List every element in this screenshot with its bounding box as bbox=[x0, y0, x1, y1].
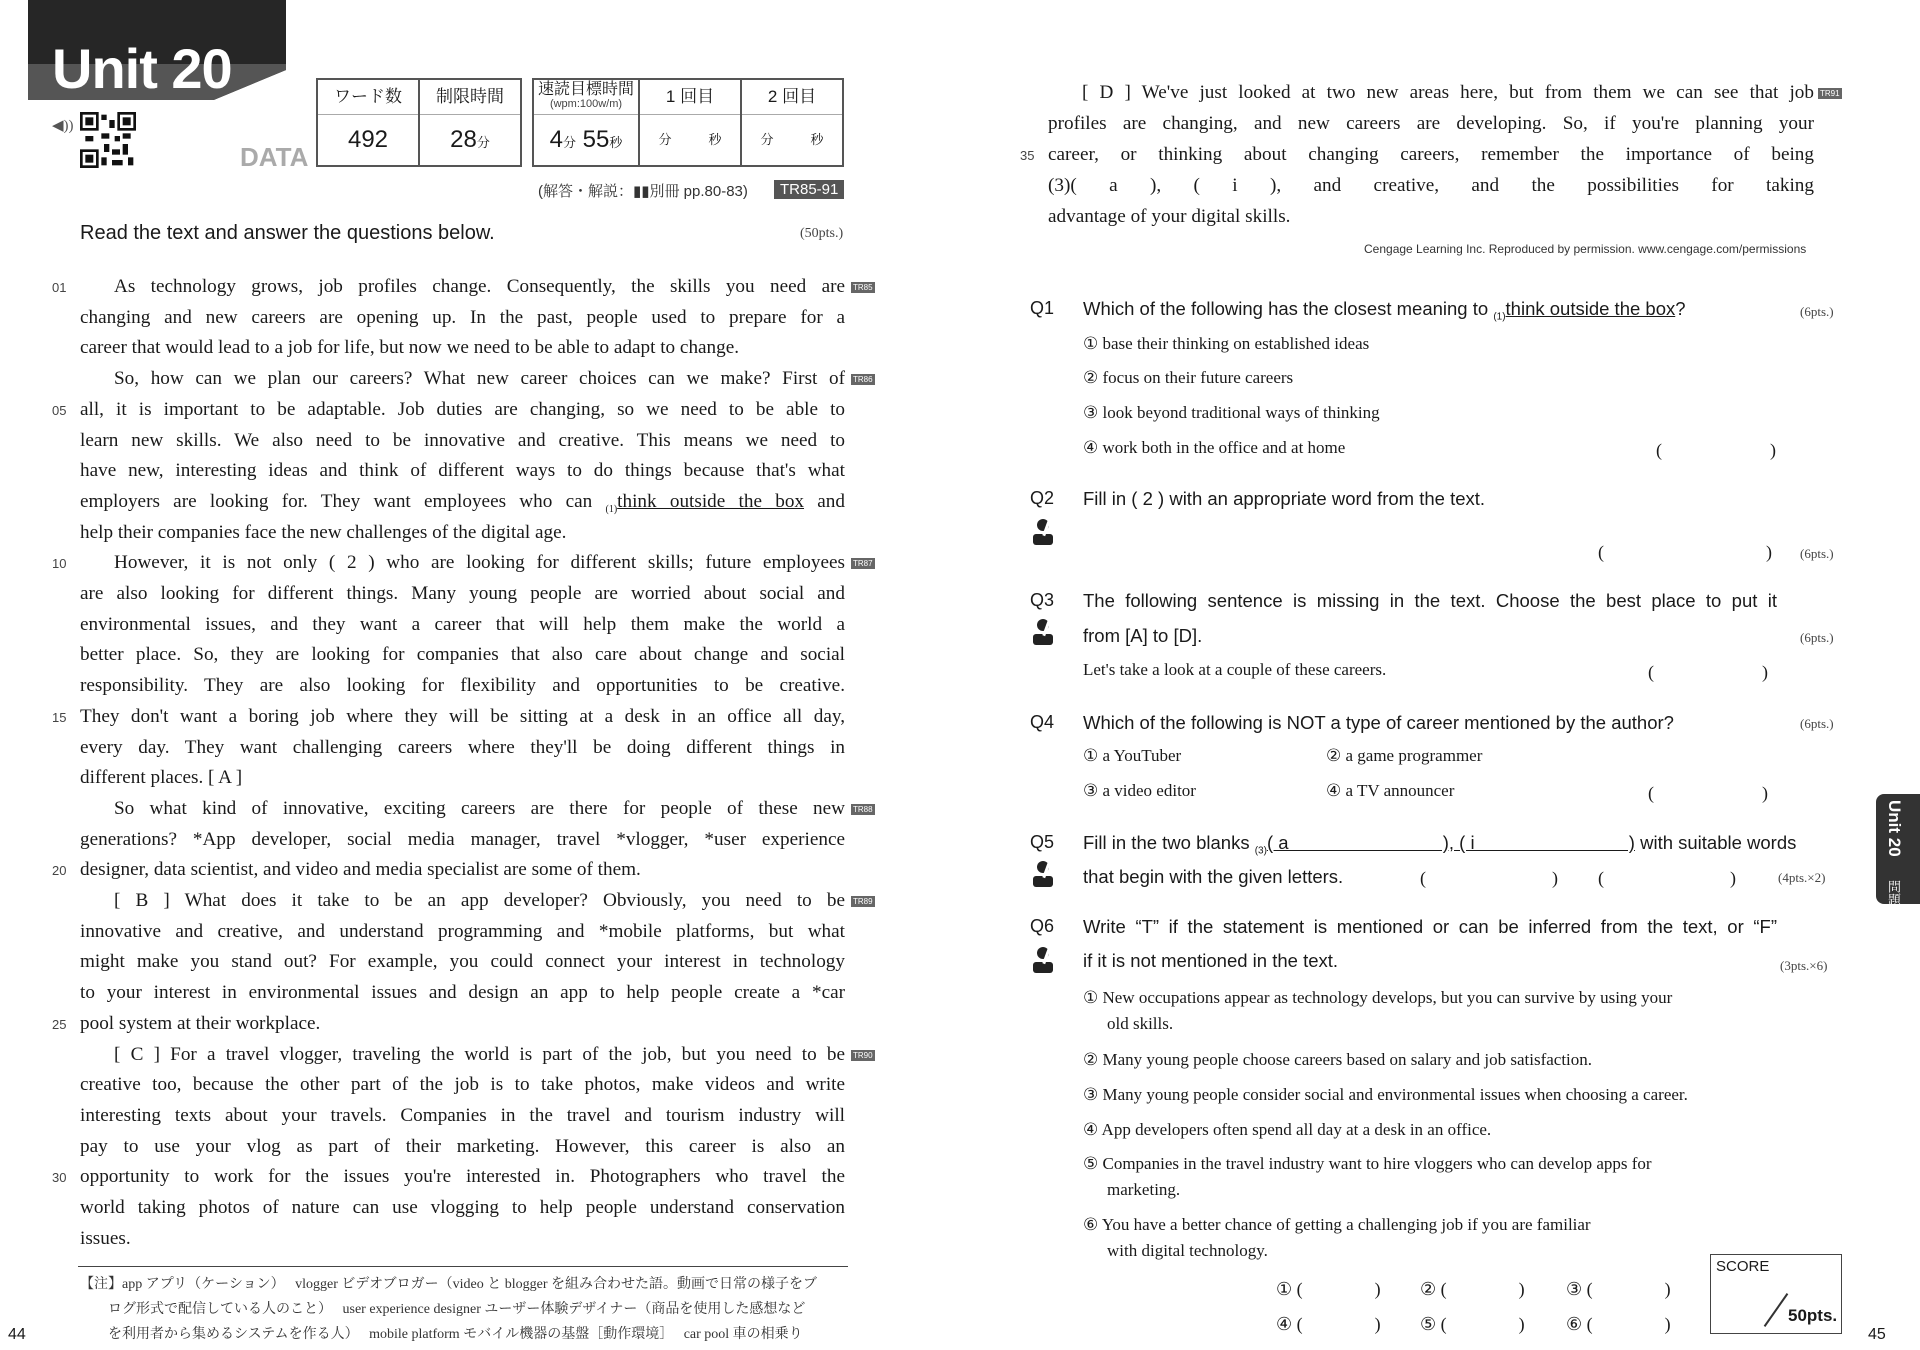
target-time-subheader: (wpm:100w/m) bbox=[534, 98, 638, 115]
passage-line: So, how can we plan our careers? What new career choices can we make? First of bbox=[114, 368, 845, 390]
passage-line: all, it is important to be adaptable. Job duties are changing, so we need to be able to bbox=[80, 398, 845, 420]
passage-line: profiles are changing, and new careers are developing. So, if you're planning your bbox=[1048, 113, 1814, 134]
q3-text-line2: from [A] to [D]. bbox=[1083, 625, 1203, 646]
passage-line: (3)( a ), ( i ), and creative, and the possibilities for taking bbox=[1048, 175, 1814, 196]
passage-line: learn new skills. We also need to be innovative and creative. This means we need to bbox=[80, 429, 845, 451]
passage-line: better place. So, they are looking for companies that also care about change and social bbox=[80, 644, 845, 666]
passage-line: creative too, because the other part of the job is to take photos, make videos and write bbox=[80, 1074, 845, 1096]
q2-points: (6pts.) bbox=[1800, 546, 1834, 561]
passage-line: environmental issues, and they want a career that will help them make the world a bbox=[80, 613, 845, 635]
passage-line: to your interest in environmental issues and design an app to help people create a *car bbox=[80, 982, 845, 1004]
q4-points: (6pts.) bbox=[1800, 716, 1834, 731]
q5-points: (4pts.×2) bbox=[1778, 870, 1826, 885]
q1-number: Q1 bbox=[1030, 298, 1055, 318]
passage-line: help their companies face the new challenges of the digital age. bbox=[80, 521, 567, 543]
q6-answer-4[interactable]: ④ ( ) bbox=[1276, 1314, 1381, 1334]
q6-statement-4: ④ App developers often spend all day at a desk in an office. bbox=[1083, 1120, 1492, 1139]
q6-answer-3[interactable]: ③ ( ) bbox=[1566, 1279, 1671, 1299]
q4-option-3[interactable]: ③ a video editor bbox=[1083, 781, 1196, 800]
word-count-value: 492 bbox=[347, 126, 389, 153]
passage-line: They don't want a boring job where they will be sitting at a desk in an office all day, bbox=[80, 705, 845, 727]
audio-icon[interactable]: ◀)) bbox=[52, 118, 74, 134]
passage-line: career, or thinking about changing careers, remember the importance of being bbox=[1048, 144, 1814, 165]
q6-answer-2[interactable]: ② ( ) bbox=[1420, 1279, 1525, 1299]
q6-points: (3pts.×6) bbox=[1780, 958, 1828, 973]
passage-line: issues. bbox=[80, 1227, 131, 1249]
passage-line: [ C ] For a travel vlogger, traveling the world is part of the job, but you need to be bbox=[114, 1043, 845, 1065]
first-attempt-field[interactable]: 分 秒 bbox=[658, 132, 722, 147]
page-number-left: 44 bbox=[8, 1326, 26, 1343]
note-line: 【注】app アプリ（ケーション） vlogger ビデオブロガー（video と blogger を組み合わせた語。動画で日常の様子をブ bbox=[80, 1277, 818, 1292]
track-badge[interactable]: TR89 bbox=[853, 897, 873, 906]
q3-answer-blank[interactable]: ( ) bbox=[1648, 662, 1768, 682]
passage-line: [ B ] What does it take to be an app developer? Obviously, you need to be bbox=[114, 890, 845, 911]
target-time-value: 4分 55秒 bbox=[549, 126, 623, 153]
q6-statement-1: ① New occupations appear as technology develops, but you can survive by using your old skills. bbox=[1083, 988, 1673, 1033]
answer-reference: (解答・解説：▮▮別冊 pp.80-83) bbox=[538, 183, 748, 200]
q5-text-line2: that begin with the given letters. bbox=[1083, 866, 1344, 887]
q6-statement-3: ③ Many young people consider social and environmental issues when choosing a career. bbox=[1083, 1085, 1688, 1104]
q5-text: Fill in the two blanks $_{(3)}$( a ), ( i ) with suitable words bbox=[1083, 832, 1797, 857]
second-attempt-header: 2 回目 bbox=[742, 80, 842, 115]
passage-line: different places. [ A ] bbox=[80, 767, 243, 789]
passage-line: interesting texts about your travels. Companies in the travel and tourism industry will bbox=[80, 1104, 845, 1126]
page-number-right: 45 bbox=[1868, 1326, 1886, 1343]
passage-line: advantage of your digital skills. bbox=[1048, 206, 1291, 227]
passage-line: generations? *App developer, social media manager, travel *vlogger, *user experience bbox=[80, 828, 845, 850]
q4-text: Which of the following is NOT a type of career mentioned by the author? bbox=[1083, 712, 1674, 733]
passage-line: [ D ] We've just looked at two new areas here, but from them we can see that job bbox=[1082, 82, 1814, 103]
vocabulary-notes bbox=[80, 1272, 855, 1347]
q6-text: Write “T” if the statement is mentioned or can be inferred from the text, or “F” bbox=[1083, 916, 1777, 937]
write-icon bbox=[1032, 858, 1054, 888]
track-badge[interactable]: TR85 bbox=[853, 283, 873, 292]
q1-text: Which of the following has the closest meaning to $_{(1)}$think outside the box? bbox=[1083, 298, 1686, 323]
track-badge[interactable]: TR91 bbox=[1820, 89, 1840, 98]
q2-answer-blank[interactable]: ( ) bbox=[1598, 542, 1772, 562]
passage-line: opportunity to work for the issues you're interested in. Photographers who travel the bbox=[80, 1166, 845, 1188]
q4-option-2[interactable]: ② a game programmer bbox=[1326, 746, 1483, 765]
q2-text: Fill in ( 2 ) with an appropriate word from the text. bbox=[1083, 488, 1486, 509]
target-time-header: 速読目標時間 bbox=[537, 81, 634, 98]
line-number: 15 bbox=[52, 709, 67, 725]
q5-answer-blank-a[interactable]: ( ) bbox=[1420, 868, 1558, 888]
unit-title: Unit 20 bbox=[52, 37, 232, 100]
score-max-points: 50pts. bbox=[1788, 1306, 1838, 1325]
q3-number: Q3 bbox=[1030, 590, 1055, 610]
write-icon bbox=[1032, 944, 1054, 974]
track-badge[interactable]: TR88 bbox=[853, 804, 873, 814]
line-number: 35 bbox=[1020, 148, 1035, 163]
passage-line: world taking photos of nature can use vlogging to help people understand conservation bbox=[80, 1197, 845, 1218]
q6-answer-5[interactable]: ⑤ ( ) bbox=[1420, 1314, 1525, 1334]
q1-option-4[interactable]: ④ work both in the office and at home bbox=[1083, 438, 1346, 457]
q1-answer-blank[interactable]: ( ) bbox=[1656, 440, 1776, 460]
q1-option-1[interactable]: ① base their thinking on established ideas bbox=[1083, 334, 1370, 353]
q6-statement-5: ⑤ Companies in the travel industry want to hire vloggers who can develop apps for marketing. bbox=[1083, 1154, 1652, 1199]
passage-line: pay to use your vlog as part of their marketing. However, this career is also an bbox=[80, 1135, 845, 1157]
q6-statement-2: ② Many young people choose careers based on salary and job satisfaction. bbox=[1083, 1050, 1593, 1069]
passage-line: might make you stand out? For example, you could connect your interest in technology bbox=[80, 951, 845, 973]
first-attempt-header: 1 回目 bbox=[640, 80, 740, 115]
word-count-header: ワード数 bbox=[318, 80, 418, 115]
passage-line: designer, data scientist, and video and media specialist are some of them. bbox=[80, 859, 641, 881]
second-attempt-field[interactable]: 分 秒 bbox=[760, 132, 824, 147]
passage-line: responsibility. They are also looking for flexibility and opportunities to be creative. bbox=[80, 675, 845, 697]
line-number: 01 bbox=[52, 280, 67, 295]
q4-answer-blank[interactable]: ( ) bbox=[1648, 783, 1768, 803]
passage-line: innovative and creative, and understand programming and *mobile platforms, but what bbox=[80, 920, 845, 942]
copyright-credit: Cengage Learning Inc. Reproduced by permission. www.cengage.com/permissions bbox=[1364, 242, 1807, 256]
passage-line: So what kind of innovative, exciting careers are there for people of these new bbox=[114, 797, 845, 819]
passage-line: have new, interesting ideas and think of different ways to do things because that's what bbox=[80, 460, 845, 482]
passage-line: every day. They want challenging careers where they'll be doing different things in bbox=[80, 736, 845, 758]
q1-option-3[interactable]: ③ look beyond traditional ways of thinking bbox=[1083, 403, 1380, 422]
q3-sentence: Let's take a look at a couple of these careers. bbox=[1083, 660, 1387, 679]
track-badge[interactable]: TR87 bbox=[853, 559, 873, 569]
q6-text-line2: if it is not mentioned in the text. bbox=[1083, 950, 1339, 971]
q6-statement-6: ⑥ You have a better chance of getting a challenging job if you are familiar with digital technology. bbox=[1083, 1215, 1591, 1260]
track-reference: TR85-91 bbox=[774, 180, 844, 199]
q4-option-4[interactable]: ④ a TV announcer bbox=[1326, 781, 1455, 800]
q6-answer-1[interactable]: ① ( ) bbox=[1276, 1279, 1381, 1299]
track-badge[interactable]: TR86 bbox=[853, 375, 873, 385]
book-icon: ▮▮ bbox=[633, 183, 650, 200]
q6-number: Q6 bbox=[1030, 916, 1055, 936]
notes-divider bbox=[78, 1266, 848, 1267]
q5-number: Q5 bbox=[1030, 832, 1055, 852]
note-line: を利用者から集めるシステムを作る人） mobile platform モバイル機器の基盤［動作環境］ car pool 車の相乗り bbox=[80, 1327, 803, 1342]
qr-code-icon[interactable] bbox=[80, 112, 136, 168]
passage-line: employers are looking for. They want employees who can $_{(1)}$think outside the box and bbox=[80, 490, 845, 515]
line-number: 20 bbox=[52, 863, 67, 879]
line-number: 25 bbox=[52, 1016, 67, 1032]
passage-line: are also looking for different things. Many young people are worried about social and bbox=[80, 583, 845, 604]
instruction: Read the text and answer the questions below. bbox=[80, 222, 495, 244]
time-limit-value: 28分 bbox=[450, 126, 490, 153]
passage-line: changing and new careers are opening up. In the past, people used to prepare for a bbox=[80, 306, 845, 328]
q1-points: (6pts.) bbox=[1800, 304, 1834, 319]
note-line: ログ形式で配信している人のこと） user experience designer ユーザー体験デザイナー（商品を使用した感想など bbox=[80, 1302, 806, 1317]
track-badge[interactable]: TR90 bbox=[853, 1050, 873, 1060]
time-limit-header: 制限時間 bbox=[420, 80, 520, 115]
passage-line: pool system at their workplace. bbox=[80, 1012, 321, 1034]
line-number: 30 bbox=[52, 1170, 67, 1186]
side-tab-unit: Unit 20 bbox=[1885, 800, 1904, 857]
passage-line: career that would lead to a job for life, but now we need to be able to adapt to change. bbox=[80, 337, 740, 359]
q6-answer-6[interactable]: ⑥ ( ) bbox=[1566, 1314, 1671, 1334]
score-label: SCORE bbox=[1716, 1258, 1770, 1275]
passage-line: However, it is not only ( 2 ) who are looking for different skills; future employees bbox=[114, 552, 845, 574]
data-table bbox=[316, 78, 844, 167]
q4-number: Q4 bbox=[1030, 712, 1055, 732]
write-icon bbox=[1032, 516, 1054, 546]
q2-number: Q2 bbox=[1030, 488, 1055, 508]
line-number: 10 bbox=[52, 556, 67, 572]
q3-points: (6pts.) bbox=[1800, 630, 1834, 645]
line-number: 05 bbox=[52, 402, 67, 418]
total-points: (50pts.) bbox=[800, 226, 844, 241]
data-label: DATA bbox=[240, 142, 309, 172]
side-tab-label: 問題 bbox=[1886, 880, 1901, 906]
q3-text: The following sentence is missing in the text. Choose the best place to put it bbox=[1083, 590, 1777, 611]
q5-answer-blank-i[interactable]: ( ) bbox=[1598, 868, 1736, 888]
q4-option-1[interactable]: ① a YouTuber bbox=[1083, 746, 1182, 765]
passage-line: As technology grows, job profiles change. Consequently, the skills you need are bbox=[114, 276, 845, 297]
write-icon bbox=[1032, 616, 1054, 646]
q1-option-2[interactable]: ② focus on their future careers bbox=[1083, 368, 1294, 387]
